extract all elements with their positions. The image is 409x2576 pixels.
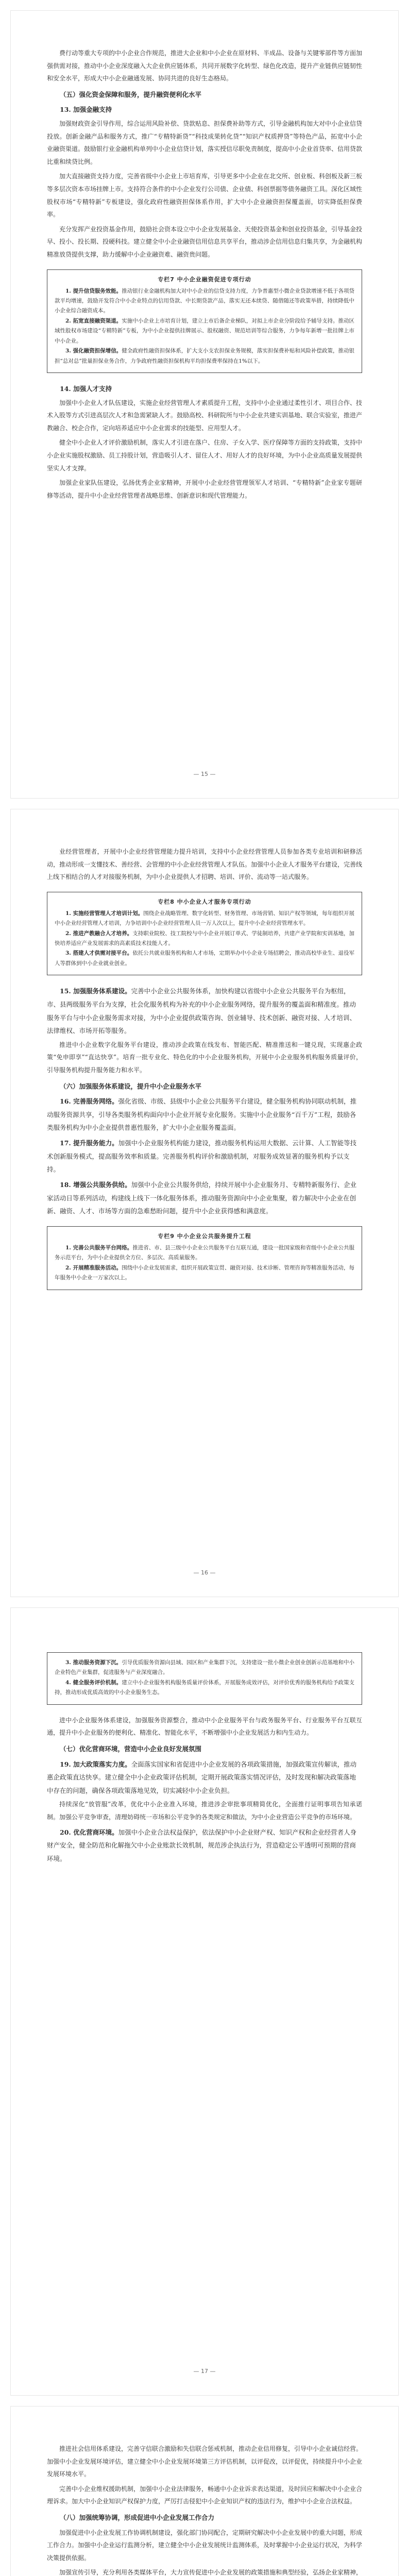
subsection-label: 19. 加大政策落实力度。 bbox=[60, 1760, 131, 1768]
box-title: 专栏9 中小企业公共服务提升工程 bbox=[158, 1232, 251, 1240]
box-item-text: 健全政府性融资担保体系，扩大支小支农担保业务规模，落实担保费补贴和风险补偿政策，推动银担“总对总”批量担保业务合作，力争政府性融资担保机构平均担保费率保持在1%以下。 bbox=[55, 348, 355, 364]
page-number: — 16 — bbox=[193, 1569, 216, 1576]
box-paragraph bbox=[55, 929, 354, 949]
section-heading: （八）加强统筹协调，形成促进中小企业发展工作合力 bbox=[60, 2513, 215, 2521]
box-item-text: 推动银行业金融机构加大对中小企业的信贷支持力度，力争普惠型小微企业贷款增速不低于各项贷款平均增速，鼓励开发符合中小企业特点的信用贷款、中长期贷款产品，落实无还本续贷、随借随还等政策举措，持续降低中小企业综合融资成本。 bbox=[55, 287, 355, 314]
box-item-label: 2. 拓宽直接融资渠道。 bbox=[65, 317, 122, 324]
box-item-label: 1. 完善公共服务平台网络。 bbox=[65, 1244, 133, 1251]
subsection-label: 20. 优化营商环境。 bbox=[60, 1828, 118, 1836]
subsection-paragraph bbox=[47, 1095, 362, 1134]
box-item-label: 3. 强化融资担保增信。 bbox=[65, 348, 122, 354]
body-paragraph: 加强中小企业人才队伍建设，实施企业经营管理人才素质提升工程，支持中小企业通过柔性引才、项目合作、技术入股等方式引进高层次人才和急需紧缺人才。鼓励高校、科研院所与中小企业共建实训基地、联合实验室，推进产教融合、校企合作，定向培养适应中小企业需求的技能型、应用型人才。 bbox=[47, 399, 363, 432]
subsection-text: 加强中小企业服务机构能力建设，推动服务机构运用大数据、云计算、人工智能等技术创新服务模式，提高服务效率和质量。完善服务机构评价和激励机制，对服务成效显著的服务机构予以支持。 bbox=[47, 1139, 357, 1174]
section-heading: （五）强化资金保障和服务，提升融资便利化水平 bbox=[60, 90, 202, 98]
document-page bbox=[10, 10, 399, 799]
box-title: 专栏8 中小企业人才服务专项行动 bbox=[158, 898, 251, 905]
box-item-label: 3. 搭建人才供需对接平台。 bbox=[65, 950, 133, 957]
body-paragraph: 进中小企业服务体系建设，加强服务资源整合，推动中小企业服务平台与政务服务平台、行业服务平台互联互通，提升中小企业服务的便利化、精准化、智能化水平，不断增强中小企业发展活力和内生动力。 bbox=[47, 1716, 362, 1737]
subsection-label: 18. 增强公共服务供给。 bbox=[60, 1180, 131, 1189]
subsection-label: 17. 提升服务能力。 bbox=[60, 1139, 118, 1147]
box-paragraph bbox=[55, 1678, 354, 1698]
page-number: — 17 — bbox=[193, 2368, 216, 2375]
subsection-text: 加强中小企业合法权益保护，依法保护中小企业财产权、知识产权和企业经营者人身财产安全，健全防范和化解拖欠中小企业账款长效机制，规范涉企执法行为，营造稳定公平透明可预期的营商环境。 bbox=[47, 1828, 357, 1862]
body-paragraph: 推进中小企业数字化服务平台建设，推动涉企政策在线发布、智能匹配、精准推送和一键兑现，实现惠企政策“免申即享”“直达快享”。培育一批专业化、特色化的中小企业服务机构，开展中小企业服务机构服务质量评价，引导服务机构提升服务能力和水平。 bbox=[47, 1041, 362, 1074]
box-item-text: 推进省、市、县三级中小企业公共服务平台互联互通，建设一批国家级和省级中小企业公共服务示范平台，为中小企业提供全方位、多层次、高质量服务。 bbox=[55, 1244, 354, 1261]
info-box bbox=[47, 1652, 362, 1705]
box-title: 专栏7 中小企业融资促进专项行动 bbox=[158, 276, 251, 283]
box-item-text: 引导优质服务资源向县域、园区和产业集群下沉，支持建设一批小微企业创业创新示范基地和中小企业特色产业集群，促进服务与产业深度融合。 bbox=[55, 1659, 355, 1676]
body-paragraph: 加强财政资金引导作用，综合运用风险补偿、贷款贴息、担保费补助等方式，引导金融机构加大对中小企业信贷投放。创新金融产品和服务方式，推广“专精特新贷”“科技成果转化贷”“知识产权质押贷”等特色产品，拓宽中小企业融资渠道。鼓励银行业金融机构单列中小企业信贷计划，落实授信尽职免责制度，提高中小企业首贷率、信用贷款比重和续贷比例。 bbox=[47, 120, 363, 165]
subsection-text: 加强中小企业公共服务供给，持续开展中小企业服务月、专精特新服务行、企业家活动日等系列活动，构建线上线下一体化服务体系，推动服务资源向中小企业集聚，着力解决中小企业在创新、融资、人才、市场等方面的急难愁盼问题，提升中小企业获得感和满意度。 bbox=[47, 1180, 357, 1215]
document-page bbox=[10, 1607, 399, 2396]
subsection-text: 强化省级、市级、县级中小企业公共服务平台建设，健全服务机构协同联动机制，推动服务资源共享，引导各类服务机构面向中小企业开展专业化服务。实施中小企业服务“百千万”工程，鼓励各类服务机构为中小企业提供普惠性服务，扩大中小企业服务覆盖面。 bbox=[47, 1097, 357, 1132]
box-item-label: 2. 推进产教融合人才培养。 bbox=[65, 930, 133, 937]
subsection-paragraph bbox=[47, 1178, 362, 1218]
box-item-label: 3. 推动服务资源下沉。 bbox=[65, 1659, 122, 1666]
section-heading: （七）优化营商环境，营造中小企业良好发展氛围 bbox=[60, 1744, 202, 1753]
subsection-paragraph bbox=[47, 985, 362, 1038]
subsection-paragraph bbox=[47, 1758, 362, 1798]
subsection-label: 16. 完善服务网络。 bbox=[60, 1097, 118, 1106]
box-item-text: 建立中小企业服务机构服务质量评价体系，开展服务成效评估，对评价优秀的服务机构给予政策支持，推动形成优质高效的中小企业服务生态。 bbox=[55, 1679, 355, 1696]
body-paragraph: 充分发挥产业投资基金作用，鼓励社会资本设立中小企业发展基金、天使投资基金和创业投资基金，引导基金投早、投小、投长期、投硬科技。建立健全中小企业融资信用信息共享平台，推动涉企信用信息归集共享，为金融机构精准放贷提供支撑，助力缓解中小企业融资难、融资贵问题。 bbox=[47, 225, 363, 258]
subsection-paragraph bbox=[47, 1826, 362, 1866]
box-paragraph bbox=[55, 316, 354, 346]
subsection-label: 15. 加强服务体系建设。 bbox=[60, 987, 131, 995]
body-paragraph: 完善中小企业维权援助机制，加强中小企业法律服务，畅通中小企业诉求表达渠道，及时回应和解决中小企业合理诉求。加大中小企业知识产权保护力度，严厉打击侵犯中小企业知识产权的违法行为，维护中小企业合法权益。 bbox=[47, 2485, 363, 2505]
subsection-label: 14. 加强人才支持 bbox=[60, 384, 112, 393]
box-paragraph bbox=[55, 346, 354, 366]
box-item-label: 1. 提升信贷服务效能。 bbox=[65, 287, 122, 294]
box-item-text: 围绕企业战略管理、数字化转型、财务管理、市场营销、知识产权等领域，每年组织开展中小企业经营管理人才培训，力争培训中小企业经营管理人员一万人次以上，提升中小企业经营管理水平。 bbox=[55, 910, 354, 927]
body-paragraph: 加强企业家队伍建设，弘扬优秀企业家精神，开展中小企业经营管理领军人才培训、“专精特新”企业家专题研修等活动，提升中小企业经营管理者战略思维、创新意识和现代管理能力。 bbox=[47, 479, 362, 499]
subsection-label: 13. 加强金融支持 bbox=[60, 106, 112, 114]
box-item-label: 2. 开展精准服务活动。 bbox=[65, 1264, 122, 1271]
body-paragraph: 推进社会信用体系建设，完善守信联合激励和失信联合惩戒机制，推动企业信用修复，引导中小企业诚信经营。加强中小企业发展环境评估，建立健全中小企业发展环境第三方评估机制，以评促改，以评促优，持续提升中小企业发展环境水平。 bbox=[47, 2445, 363, 2478]
subsection-paragraph bbox=[47, 103, 362, 116]
subsection-text: 完善中小企业公共服务体系，加快构建以省级中小企业公共服务平台为枢纽，市、县两级服务平台为支撑，社会化服务机构为补充的中小企业服务网络，提升服务的覆盖面和精准度。推动服务平台与中小企业服务需求对接，为中小企业提供政策咨询、创业辅导、技术创新、融资对接、人才培训、法律维权、市场开拓等服务。 bbox=[47, 987, 356, 1035]
info-box bbox=[47, 892, 362, 976]
body-paragraph: 持续深化“放管服”改革，优化中小企业准入环境，推进涉企审批事项精简优化，全面推行证明事项告知承诺制。加强公平竞争审查，清理妨碍统一市场和公平竞争的各类规定和做法，为中小企业营造公平竞争的市场环境。 bbox=[47, 1801, 362, 1821]
subsection-text: 全面落实国家和省促进中小企业发展的各项政策措施，加强政策宣传解读，推动惠企政策直达快享。建立健全中小企业政策评估机制，定期开展政策落实情况评估，及时发现和解决政策落地中存在的问题，确保各项政策落地见效，切实减轻中小企业负担。 bbox=[47, 1760, 357, 1794]
box-paragraph bbox=[55, 286, 354, 316]
box-item-label: 1. 实施经营管理人才培训计划。 bbox=[65, 910, 144, 917]
body-paragraph: 加大直接融资支持力度，完善省级中小企业上市培育库，引导更多中小企业在北交所、创业板、科创板及新三板等多层次资本市场挂牌上市。支持符合条件的中小企业发行公司债、企业债、科创票据等债务融资工具。深化区域性股权市场“专精特新”专板建设，强化政府性融资担保体系作用，扩大中小企业融资担保覆盖面，切实降低担保费率。 bbox=[47, 173, 363, 218]
box-item-label: 4. 健全服务评价机制。 bbox=[65, 1679, 122, 1686]
section-heading: （六）加强服务体系建设，提升中小企业服务水平 bbox=[60, 1082, 202, 1090]
info-box bbox=[47, 1226, 362, 1290]
subsection-paragraph bbox=[47, 382, 362, 396]
box-paragraph bbox=[55, 1243, 354, 1263]
subsection-paragraph bbox=[47, 1137, 362, 1176]
body-paragraph: 加强促进中小企业发展工作协调机制建设，强化部门协同配合，定期研究解决中小企业发展中的重大问题，形成工作合力。加强中小企业运行监测分析，建立健全中小企业发展统计监测体系，及时掌握中小企业运行状况，为科学决策提供依据。 bbox=[47, 2529, 363, 2562]
body-paragraph: 业经营管理者，开展中小企业经营管理能力提升培训，支持中小企业经营管理人员参加各类专业培训和研修活动，推动形成一支懂技术、善经营、会管理的中小企业经营管理人才队伍。加强中小企业人才服务平台建设，完善线上线下相结合的人才对接服务机制，为中小企业提供人才招聘、培训、评价、流动等一站式服务。 bbox=[47, 848, 363, 881]
box-item-text: 围绕中小企业发展需求，组织开展政策宣贯、融资对接、技术诊断、管理咨询等精准服务活动，每年服务中小企业一万家次以上。 bbox=[55, 1264, 355, 1281]
box-item-text: 支持职业院校、技工院校与中小企业开展订单式、学徒制培养，共建产业学院和实训基地，加快培养适应产业发展需求的高素质技术技能人才。 bbox=[55, 930, 354, 947]
box-item-text: 实施中小企业上市培育计划，建立上市后备企业梯队，对拟上市企业分阶段给予辅导支持。推动区域性股权市场建设“专精特新”专板，为中小企业提供挂牌展示、股权融资、规范培训等综合服务，力争每年新增一批挂牌上市中小企业。 bbox=[55, 317, 355, 344]
page-number: — 15 — bbox=[193, 771, 216, 777]
box-paragraph bbox=[55, 948, 354, 969]
document-page bbox=[10, 809, 399, 1597]
box-paragraph bbox=[55, 1658, 354, 1678]
box-paragraph bbox=[55, 909, 354, 929]
body-paragraph: 加强宣传引导，充分利用各类媒体平台，大力宣传促进中小企业发展的政策措施和典型经验，弘扬企业家精神， bbox=[59, 2569, 363, 2576]
info-box bbox=[47, 269, 362, 373]
document-page bbox=[10, 2406, 399, 2576]
body-paragraph: 费行动等重大专项的中小企业合作规范，推进大企业和中小企业在原材料、半成品、设备与关键零部件等方面加强供需对接，推动中小企业深度融入大企业供应链体系，共同开展数字化转型、绿色化改造，提升产业链供应链韧性和安全水平，形成大中小企业融通发展、协同共进的良好生态格局。 bbox=[47, 49, 363, 82]
body-paragraph: 健全中小企业人才评价激励机制，落实人才引进在落户、住房、子女入学、医疗保障等方面的支持政策，支持中小企业实施股权激励、员工持股计划，营造吸引人才、留住人才、用好人才的良好环境，为中小企业高质量发展提供坚实人才支撑。 bbox=[47, 439, 363, 472]
box-item-text: 依托公共就业服务机构和人才市场，定期举办中小企业专场招聘会，推动高校毕业生、退役军人等群体到中小企业就业创业。 bbox=[55, 950, 354, 967]
box-paragraph bbox=[55, 1263, 354, 1283]
